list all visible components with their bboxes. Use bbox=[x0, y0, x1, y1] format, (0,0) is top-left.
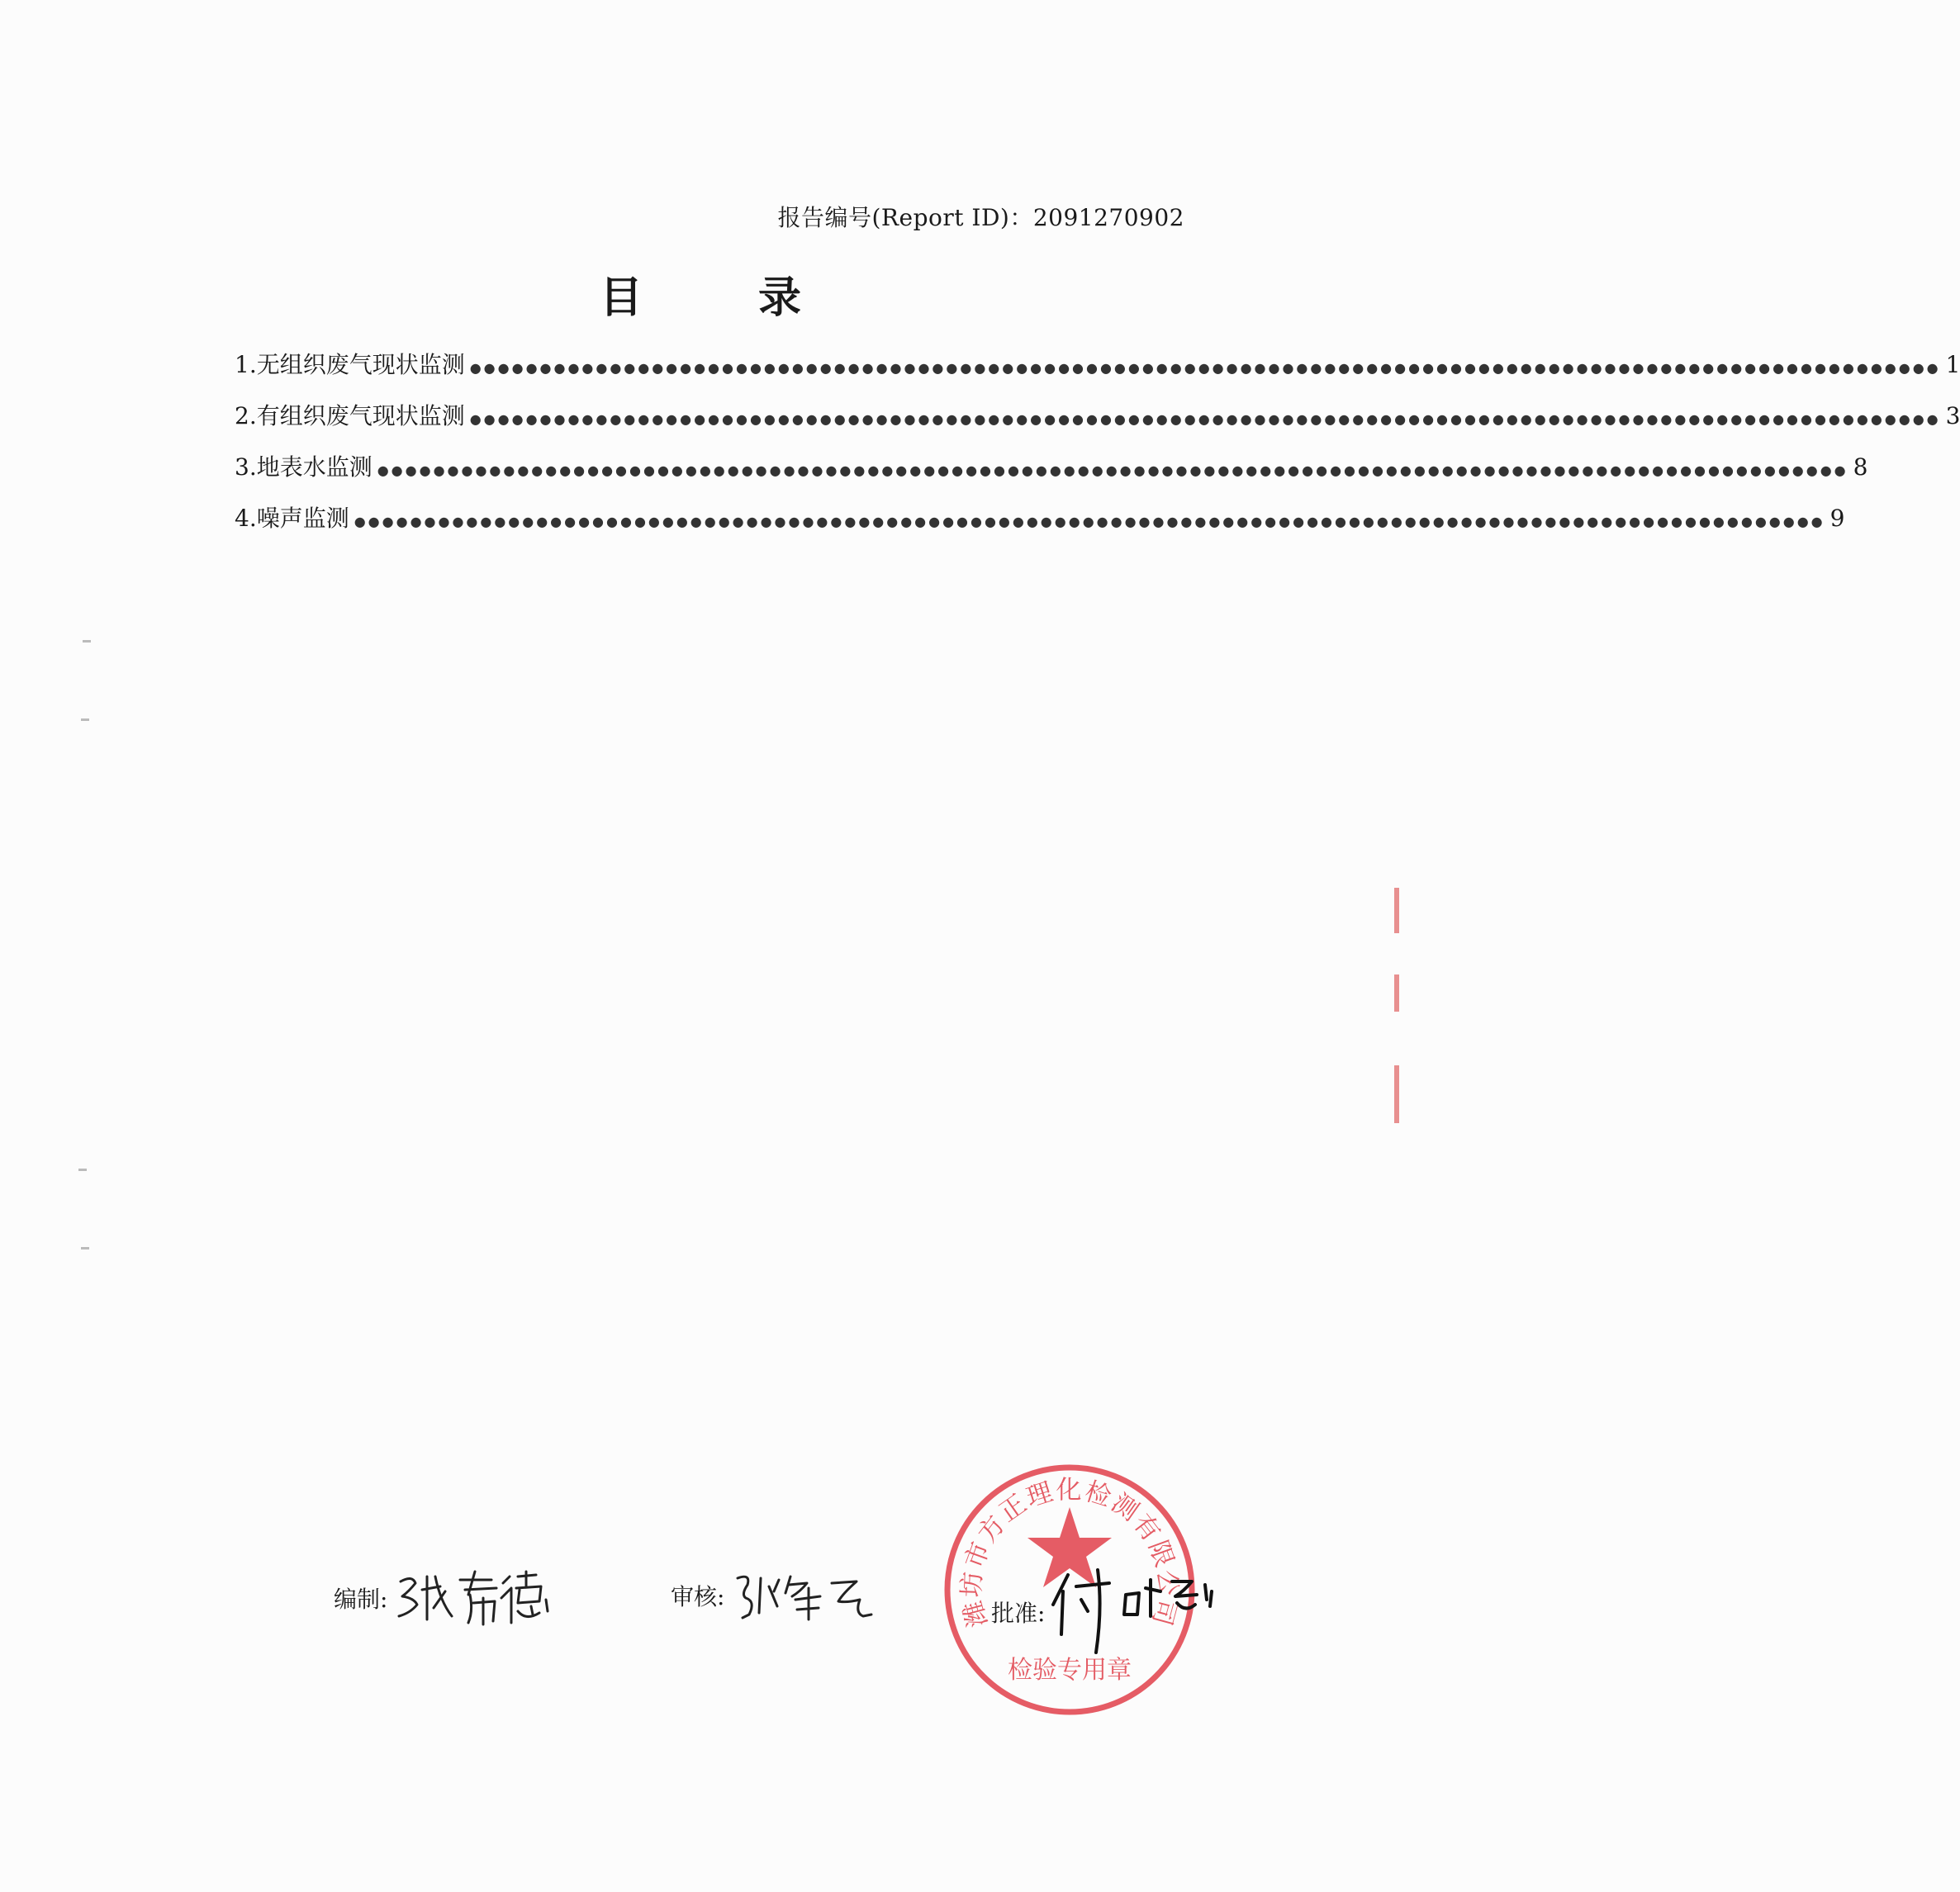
seal-text: 潍坊市方正理化检测有限公司 bbox=[956, 1475, 1183, 1630]
toc-leader: ●●●●●●●●●●●●●●●●●●●●●●●●●●●●●●●●●●●●●●●●●●●●●●●●●●●●●●●●●●●●●●●●●●●●●●●●●●●●●●●●●●●●●●●●●●●●●●●●●●●●●●●●● bbox=[469, 411, 1941, 427]
toc-entry[interactable] bbox=[235, 449, 1868, 500]
toc-entry[interactable] bbox=[235, 500, 1845, 552]
edge-seal-mark bbox=[1394, 888, 1399, 933]
toc-entry-page: 9 bbox=[1829, 505, 1845, 532]
scan-mark bbox=[83, 640, 91, 643]
edge-seal-mark bbox=[1394, 1065, 1399, 1123]
scan-mark bbox=[81, 1247, 89, 1249]
toc-entry-label: 4.噪声监测 bbox=[235, 505, 349, 532]
toc-entry[interactable] bbox=[235, 398, 1960, 449]
toc-entry-page: 8 bbox=[1853, 453, 1868, 481]
report-id-value: 2091270902 bbox=[1032, 204, 1184, 231]
scan-mark bbox=[78, 1169, 87, 1171]
report-id-label: 报告编号(Report ID)： bbox=[777, 204, 1033, 231]
toc-entry-label: 2.有组织废气现状监测 bbox=[235, 402, 465, 429]
reviewer-signature-block bbox=[671, 1567, 880, 1624]
toc-entry-label: 1.无组织废气现状监测 bbox=[235, 351, 465, 378]
toc-entry-page: 1 bbox=[1945, 351, 1960, 378]
compiler-label: 编制: bbox=[334, 1586, 388, 1613]
scan-mark bbox=[81, 718, 89, 721]
reviewer-signature bbox=[731, 1567, 880, 1624]
compiler-signature-block bbox=[334, 1565, 551, 1631]
table-of-contents bbox=[235, 347, 1960, 552]
approver-signature bbox=[1051, 1567, 1217, 1657]
compiler-signature bbox=[394, 1565, 551, 1631]
approver-label: 批准: bbox=[991, 1600, 1046, 1627]
toc-leader: ●●●●●●●●●●●●●●●●●●●●●●●●●●●●●●●●●●●●●●●●●●●●●●●●●●●●●●●●●●●●●●●●●●●●●●●●●●●●●●●●●●●●●●●●●●●●●●●●●●●●●●●●● bbox=[377, 462, 1848, 478]
toc-entry-label: 3.地表水监测 bbox=[235, 453, 373, 481]
seal-subtext: 检验专用章 bbox=[1008, 1656, 1132, 1685]
page-title: 目录 bbox=[599, 273, 917, 323]
toc-leader: ●●●●●●●●●●●●●●●●●●●●●●●●●●●●●●●●●●●●●●●●●●●●●●●●●●●●●●●●●●●●●●●●●●●●●●●●●●●●●●●●●●●●●●●●●●●●●●●●●●●●●●●●● bbox=[469, 360, 1941, 376]
toc-entry-page: 3 bbox=[1945, 402, 1960, 429]
toc-leader: ●●●●●●●●●●●●●●●●●●●●●●●●●●●●●●●●●●●●●●●●●●●●●●●●●●●●●●●●●●●●●●●●●●●●●●●●●●●●●●●●●●●●●●●●●●●●●●●●●●●●●●●●● bbox=[354, 514, 1825, 529]
signature-area bbox=[0, 1565, 1401, 1664]
approver-signature-block bbox=[991, 1567, 1217, 1657]
report-id bbox=[778, 200, 1185, 233]
reviewer-label: 审核: bbox=[671, 1583, 725, 1610]
edge-seal-mark bbox=[1394, 974, 1399, 1012]
toc-entry[interactable] bbox=[235, 347, 1960, 398]
